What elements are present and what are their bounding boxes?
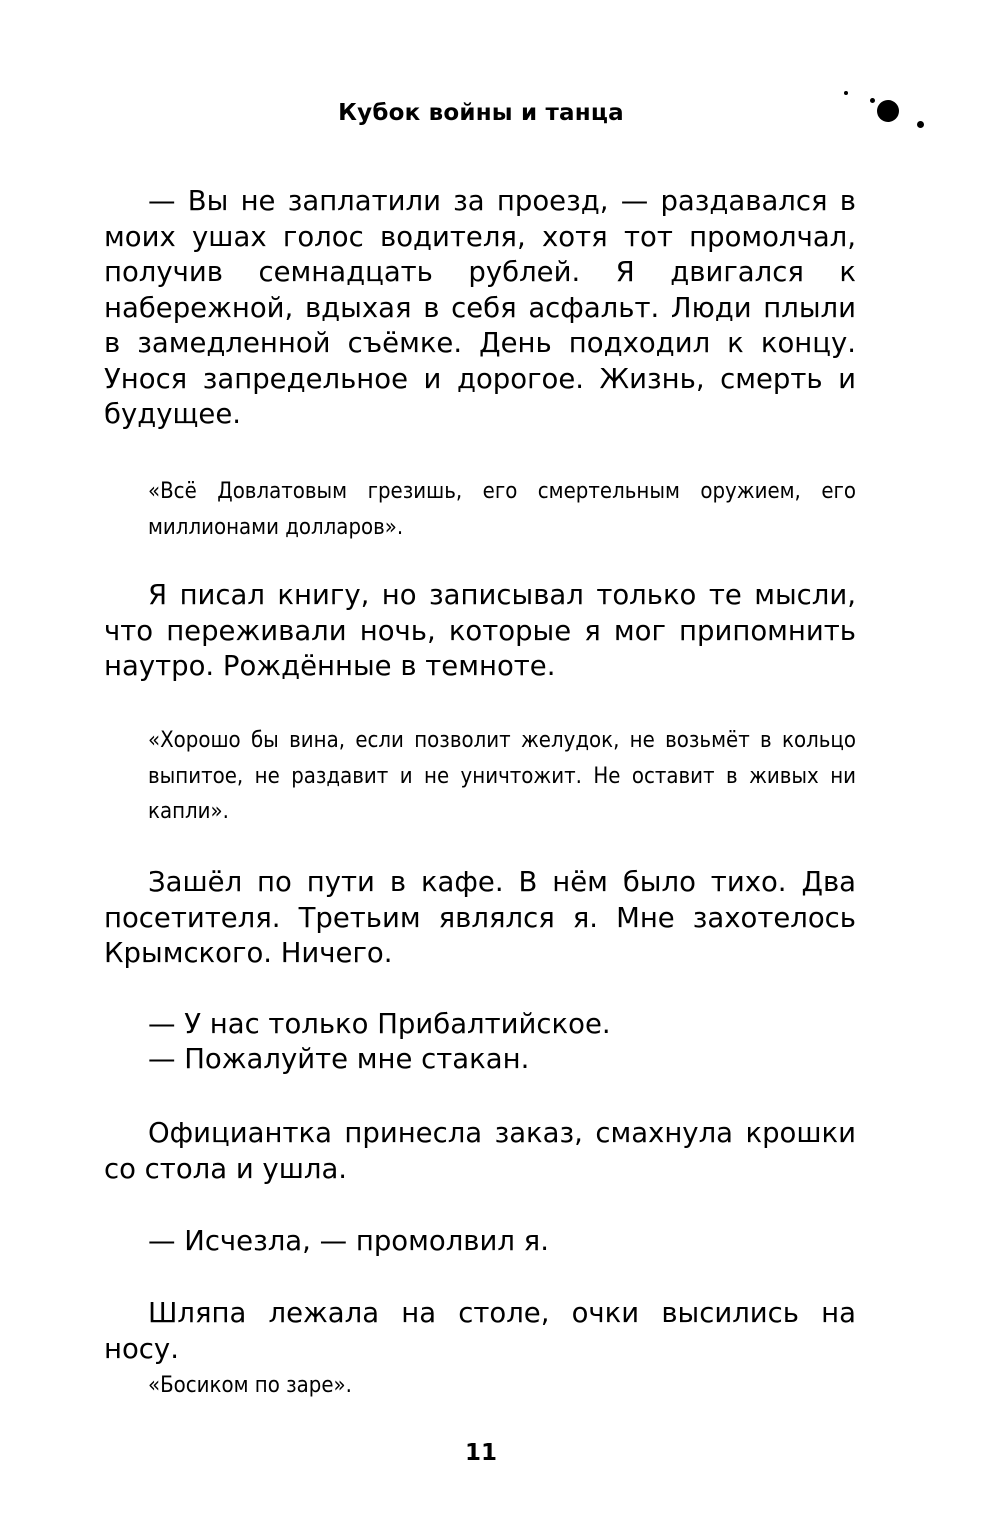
paragraph-hat: Шляпа лежала на столе, очки высились на носу. [104, 1297, 856, 1365]
decorative-dots [840, 80, 940, 140]
dialog-line-vanished: — Исчезла, — промолвил я. [148, 1225, 549, 1257]
page-number: 11 [464, 1440, 497, 1466]
paragraph-driver: — Вы не заплатили за проезд, — раздавался в моих ушах голос водителя, хотя тот промолчал, получив семнадцать рублей. Я двигался к набережной, вдыхая в себя асфальт. Люди плыли в замедленной съёмке. День подходил к концу. Унося запредельное и дорогое. Жизнь, смерть и будущее. [104, 185, 856, 430]
paragraph-cafe: Зашёл по пути в кафе. В нём было тихо. Два посетителя. Третьим являлся я. Мне захотелось Крымского. Ничего. [104, 866, 856, 969]
dot-ornament [870, 98, 875, 103]
dot-ornament [917, 121, 924, 128]
dialog-line-waitress: — У нас только Прибалтийское. [148, 1008, 611, 1040]
dialog-line-narrator: — Пожалуйте мне стакан. [148, 1043, 530, 1075]
dot-ornament [877, 100, 899, 122]
italic-quote-dovlatov: «Всё Довлатовым грезишь, его смертельным оружием, его миллионами долларов». [148, 479, 856, 540]
italic-quote-wine: «Хорошо бы вина, если позволит желудок, не возьмёт в кольцо выпитое, не раздавит и не уничтожит. Не оставит в живых ни капли». [148, 728, 856, 824]
paragraph-waitress: Официантка принесла заказ, смахнула крошки со стола и ушла. [104, 1117, 856, 1185]
dot-ornament [844, 91, 848, 95]
paragraph-writing-book: Я писал книгу, но записывал только те мысли, что переживали ночь, которые я мог припомнить наутро. Рождённые в темноте. [104, 579, 856, 682]
running-title: Кубок войны и танца [338, 100, 624, 126]
italic-quote-barefoot: «Босиком по заре». [148, 1373, 352, 1398]
